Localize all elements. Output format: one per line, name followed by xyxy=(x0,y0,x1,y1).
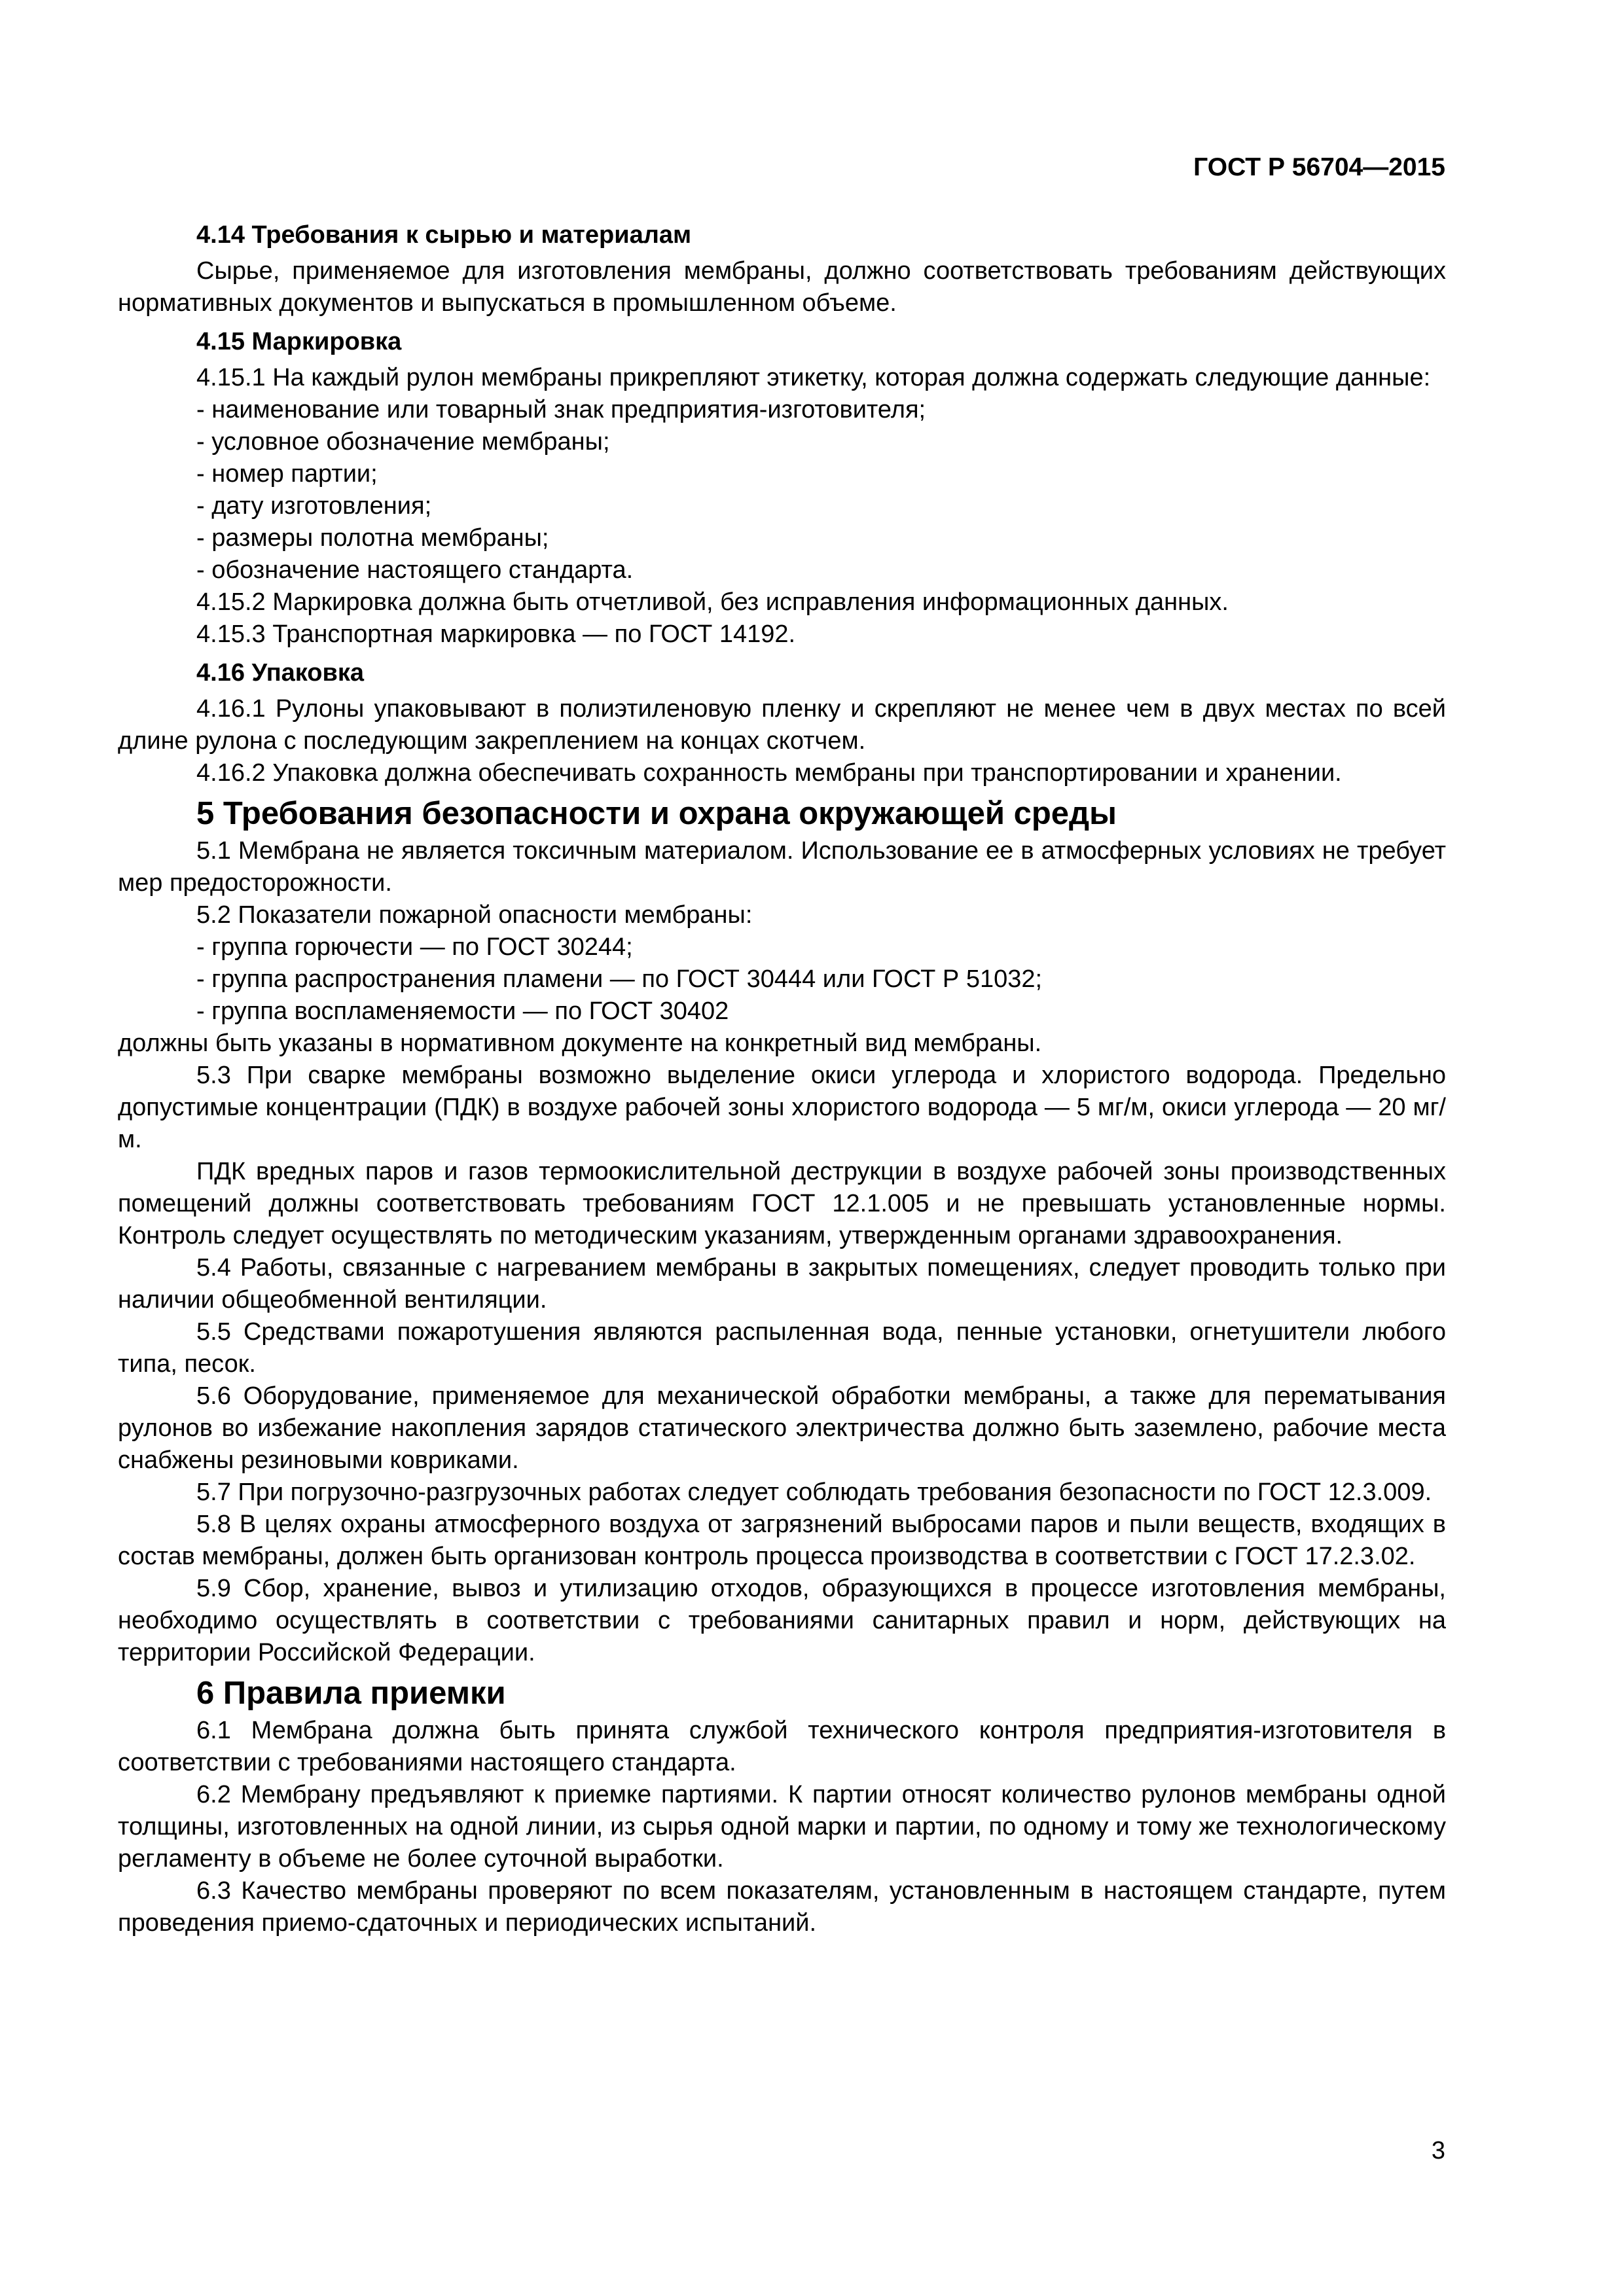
paragraph-4-15-1: 4.15.1 На каждый рулон мембраны прикрепляют этикетку, которая должна содержать следующие данные: xyxy=(196,364,1431,391)
paragraph-5-2: 5.2 Показатели пожарной опасности мембраны: xyxy=(196,901,753,929)
paragraph-4-16-1: 4.16.1 Рулоны упаковывают в полиэтиленовую пленку и скрепляют не менее чем в двух местах по всей длине рулона с последующим закреплением на концах скотчем. xyxy=(118,695,1446,755)
section-5-title: 5 Требования безопасности и охрана окружающей среды xyxy=(196,796,1117,831)
heading-4-16: 4.16 Упаковка xyxy=(196,659,365,687)
paragraph-5-1: 5.1 Мембрана не является токсичным материалом. Использование ее в атмосферных условиях не требует мер предосторожности. xyxy=(118,837,1446,897)
page-content xyxy=(118,213,1446,1939)
paragraph-4-15-3: 4.15.3 Транспортная маркировка — по ГОСТ 14192. xyxy=(196,620,796,648)
list-item: - условное обозначение мембраны; xyxy=(196,428,610,456)
paragraph-5-6: 5.6 Оборудование, применяемое для механической обработки мембраны, а также для перематывания рулонов во избежание накопления зарядов статического электричества должно быть заземлено, рабочие места снабжены резиновыми ковриками. xyxy=(118,1382,1446,1474)
paragraph-4-14: Сырье, применяемое для изготовления мембраны, должно соответствовать требованиям действующих нормативных документов и выпускаться в промышленном объеме. xyxy=(118,257,1446,317)
heading-4-15: 4.15 Маркировка xyxy=(196,328,402,355)
paragraph-5-3-pdk: ПДК вредных паров и газов термоокислительной деструкции в воздухе рабочей зоны производственных помещений должны соответствовать требованиям ГОСТ 12.1.005 и не превышать установленные нормы. Контроль следует осуществлять по методическим указаниям, утвержденным органами здравоохранения. xyxy=(118,1158,1446,1249)
list-item: - дату изготовления; xyxy=(196,492,432,520)
paragraph-6-3: 6.3 Качество мембраны проверяют по всем показателям, установленным в настоящем стандарте, путем проведения приемо-сдаточных и периодических испытаний. xyxy=(118,1877,1446,1937)
page-number: 3 xyxy=(1431,2137,1445,2164)
paragraph-4-15-2: 4.15.2 Маркировка должна быть отчетливой, без исправления информационных данных. xyxy=(196,588,1229,616)
standard-code-header: ГОСТ Р 56704—2015 xyxy=(1193,153,1445,181)
section-6-title: 6 Правила приемки xyxy=(196,1676,506,1711)
paragraph-5-9: 5.9 Сбор, хранение, вывоз и утилизацию отходов, образующихся в процессе изготовления мембраны, необходимо осуществлять в соответствии с требованиями санитарных правил и норм, действующих на территории Российской Федерации. xyxy=(118,1575,1446,1666)
paragraph-5-2-tail: должны быть указаны в нормативном документе на конкретный вид мембраны. xyxy=(118,1030,1042,1057)
list-item: - группа воспламеняемости — по ГОСТ 30402 xyxy=(196,997,729,1025)
list-item: - наименование или товарный знак предприятия-изготовителя; xyxy=(196,396,926,423)
paragraph-6-2: 6.2 Мембрану предъявляют к приемке партиями. К партии относят количество рулонов мембраны одной толщины, изготовленных на одной линии, из сырья одной марки и партии, по одному и тому же технологическому регламенту в объеме не более суточной выработки. xyxy=(118,1781,1446,1873)
list-item: - размеры полотна мембраны; xyxy=(196,524,549,552)
paragraph-4-16-2: 4.16.2 Упаковка должна обеспечивать сохранность мембраны при транспортировании и хранении. xyxy=(196,759,1342,787)
paragraph-5-8: 5.8 В целях охраны атмосферного воздуха от загрязнений выбросами паров и пыли веществ, входящих в состав мембраны, должен быть организован контроль процесса производства в соответствии с ГОСТ 17.2.3.02. xyxy=(118,1511,1446,1570)
paragraph-5-5: 5.5 Средствами пожаротушения являются распыленная вода, пенные установки, огнетушители любого типа, песок. xyxy=(118,1318,1446,1378)
list-item: - номер партии; xyxy=(196,460,378,488)
paragraph-5-4: 5.4 Работы, связанные с нагреванием мембраны в закрытых помещениях, следует проводить только при наличии общеобменной вентиляции. xyxy=(118,1254,1446,1314)
heading-4-14: 4.14 Требования к сырью и материалам xyxy=(196,221,692,249)
list-item: - обозначение настоящего стандарта. xyxy=(196,556,634,584)
paragraph-5-3: 5.3 При сварке мембраны возможно выделение окиси углерода и хлористого водорода. Предельно допустимые концентрации (ПДК) в воздухе рабочей зоны хлористого водорода — 5 мг/м, окиси углерода — 20 мг/м. xyxy=(118,1062,1446,1153)
list-item: - группа горючести — по ГОСТ 30244; xyxy=(196,933,633,961)
paragraph-6-1: 6.1 Мембрана должна быть принята службой технического контроля предприятия-изготовителя в соответствии с требованиями настоящего стандарта. xyxy=(118,1717,1446,1776)
list-item: - группа распространения пламени — по ГОСТ 30444 или ГОСТ Р 51032; xyxy=(196,965,1043,993)
paragraph-5-7: 5.7 При погрузочно-разгрузочных работах следует соблюдать требования безопасности по ГОСТ 12.3.009. xyxy=(196,1479,1432,1506)
